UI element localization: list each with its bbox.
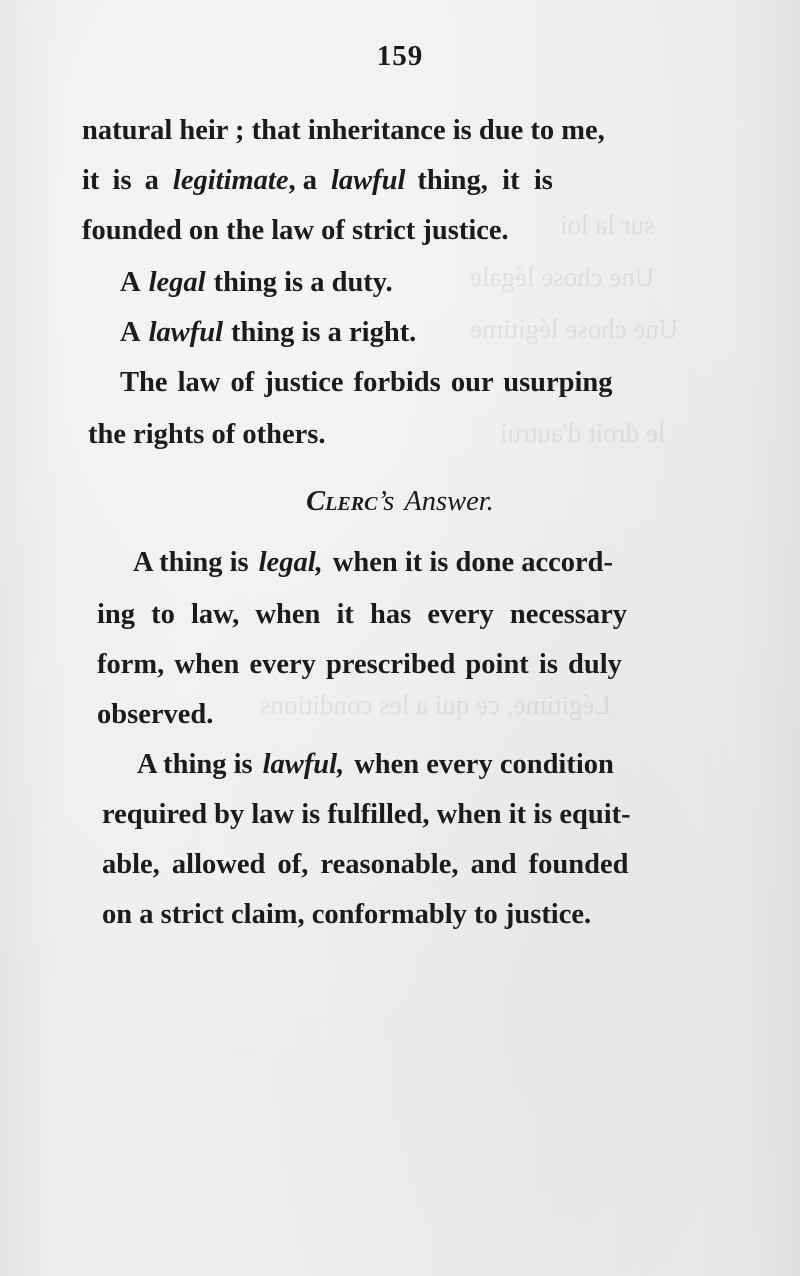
italic-term-lawful: lawful, (262, 749, 345, 780)
heading-answer: Answer. (404, 486, 494, 517)
bleed-through-text: Légitime, ce qui a les conditions (260, 690, 611, 720)
italic-term-lawful: lawful (330, 165, 406, 196)
text-line (120, 258, 393, 308)
page-number: 159 (376, 40, 424, 72)
text-run: natural heir ; that inheritance is due to me, (82, 115, 605, 146)
text-run: able, allowed of, reasonable, and founded (102, 849, 629, 880)
text-line (133, 538, 735, 588)
text-line (120, 308, 416, 358)
italic-term-legal: legal, (258, 547, 323, 578)
bleed-through-text: Une chose légale (470, 262, 655, 292)
heading-suffix: ’s (377, 486, 395, 517)
italic-term-legitimate: legitimate (172, 165, 289, 196)
text-run: ing to law, when it has every necessary (97, 599, 628, 630)
text-line (120, 358, 613, 408)
text-run: A thing is (133, 547, 249, 578)
text-line (137, 740, 614, 790)
text-run: , a (288, 165, 317, 196)
text-run: when every condition (354, 749, 614, 780)
heading-name: Clerc (306, 486, 378, 517)
bleed-through-text: le droit d'autrui (500, 418, 666, 448)
text-run: thing, it is (417, 165, 553, 196)
text-line (82, 156, 732, 206)
section-heading (0, 477, 800, 527)
text-run: A (120, 267, 141, 298)
text-run: thing is a right. (231, 317, 417, 348)
italic-term-lawful: lawful (148, 317, 224, 348)
text-run: thing is a duty. (213, 267, 393, 298)
text-line (82, 206, 509, 256)
text-run: A (120, 317, 141, 348)
text-run: it is a (82, 165, 159, 196)
bleed-through-text: Une chose légitime (470, 314, 679, 344)
text-run: observed. (97, 699, 214, 730)
text-line (102, 890, 591, 940)
bleed-through-text: sur la loi (560, 210, 655, 240)
text-line (97, 690, 213, 740)
text-run: form, when every prescribed point is duly (97, 649, 622, 680)
text-run: the rights of others. (88, 419, 326, 450)
text-run: on a strict claim, conformably to justice. (102, 899, 592, 930)
text-line (97, 640, 622, 690)
text-line (102, 790, 631, 840)
text-run: The law of justice forbids our usurping (120, 367, 613, 398)
text-run: A thing is (137, 749, 253, 780)
text-line (97, 590, 627, 640)
text-line (102, 840, 628, 890)
text-run: required by law is fulfilled, when it is equit- (102, 799, 631, 830)
text-line (82, 106, 734, 156)
text-line (88, 410, 325, 460)
italic-term-legal: legal (148, 267, 206, 298)
text-run: founded on the law of strict justice. (82, 215, 509, 246)
text-run: when it is done accord- (332, 547, 614, 578)
